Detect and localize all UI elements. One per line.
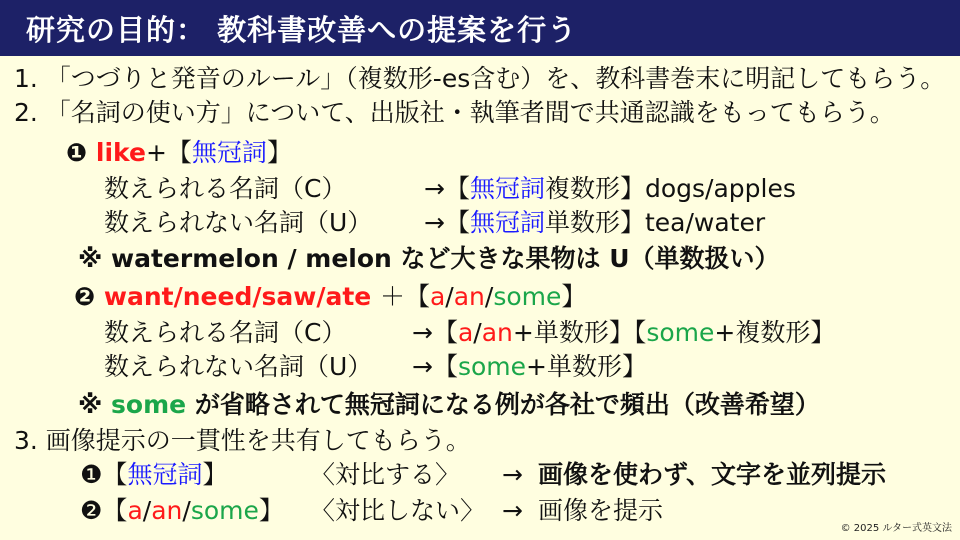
sec2-slash2: /	[484, 282, 494, 311]
sec2-count-rest: +複数形】	[714, 318, 836, 347]
sec2-a: a	[429, 282, 446, 311]
sec3-row2	[80, 496, 284, 526]
sec3-row2-lb: 【	[102, 496, 128, 525]
sec3-row2-contrast: 〈対比しない〉	[310, 496, 486, 525]
sec2-count-an: an	[481, 318, 513, 347]
sec2-some: some	[493, 282, 562, 311]
copyright: © 2025 ルター式英文法	[840, 523, 952, 534]
sec2-count-slash: /	[473, 318, 482, 347]
sec2-note-rest: が省略されて無冠詞になる例が各社で頻出（改善希望）	[194, 390, 820, 419]
sec2-rb: 】	[561, 282, 587, 311]
sec2-count-mid: +単数形】【	[512, 318, 647, 347]
sec3-row2-s2: /	[182, 496, 191, 525]
sec2-header	[74, 282, 586, 312]
sec1-uncountable-rule	[424, 208, 765, 238]
sec1-uncount-arrow: →【	[424, 208, 470, 237]
sec1-marker: ❶	[66, 138, 88, 167]
sec1-count-tag: 無冠詞	[469, 174, 545, 203]
sec1-uncount-rest: 単数形】tea/water	[544, 208, 766, 237]
sec3-row1	[80, 460, 227, 490]
sec3-row1-arrow: →	[502, 460, 523, 489]
sec3-row1-marker: ❶	[80, 460, 103, 489]
sec2-uncount-arrow: →【	[412, 352, 458, 381]
sec1-verb: like	[95, 138, 146, 167]
sec2-countable-rule	[412, 318, 835, 348]
sec1-rb: 】	[266, 138, 292, 167]
item-1: 1. 「つづりと発音のルール」（複数形-es含む）を、教科書巻末に明記してもらう。	[14, 64, 946, 93]
sec3-row2-arrow: →	[502, 496, 523, 525]
sec1-zero-article: 無冠詞	[191, 138, 267, 167]
sec2-uncountable-label: 数えられない名詞（U）	[104, 352, 373, 381]
sec3-row1-contrast: 〈対比する〉	[310, 460, 461, 489]
sec1-plus: +	[145, 138, 167, 167]
sec2-note	[78, 390, 820, 420]
sec3-row1-rb: 】	[202, 460, 228, 489]
page-title: 研究の目的： 教科書改善への提案を行う	[26, 12, 578, 47]
sec2-an: an	[453, 282, 485, 311]
sec2-count-some: some	[646, 318, 715, 347]
sec3-row2-an: an	[151, 496, 183, 525]
sec2-count-arrow: →【	[412, 318, 458, 347]
item-3: 3. 画像提示の一貫性を共有してもらう。	[14, 426, 471, 455]
sec1-uncount-tag: 無冠詞	[469, 208, 545, 237]
sec1-count-rest: 複数形】dogs/apples	[544, 174, 796, 203]
sec2-marker: ❷	[74, 282, 96, 311]
sec2-uncount-rest: +単数形】	[526, 352, 647, 381]
sec1-uncountable-label: 数えられない名詞（U）	[104, 208, 373, 237]
sec3-row2-some: some	[190, 496, 259, 525]
sec3-row1-tag: 無冠詞	[127, 460, 203, 489]
sec1-countable-rule	[424, 174, 796, 204]
sec3-row1-lb: 【	[102, 460, 128, 489]
sec3-row2-a: a	[127, 496, 143, 525]
sec2-plus: ＋【	[379, 282, 430, 311]
sec1-countable-label: 数えられる名詞（C）	[104, 174, 347, 203]
item-2: 2. 「名詞の使い方」について、出版社・執筆者間で共通認識をもってもらう。	[14, 98, 895, 127]
sec3-row2-marker: ❷	[80, 496, 103, 525]
sec2-count-a: a	[457, 318, 474, 347]
title-bar	[0, 0, 960, 56]
sec1-note: ※ watermelon / melon など大きな果物は U（単数扱い）	[78, 244, 780, 273]
sec3-row2-result: 画像を提示	[538, 496, 664, 525]
sec2-note-mark: ※	[78, 390, 103, 419]
sec2-uncountable-rule	[412, 352, 647, 382]
sec1-header	[66, 138, 292, 168]
sec3-row1-result: 画像を使わず、文字を並列提示	[538, 460, 887, 489]
sec1-count-arrow: →【	[424, 174, 470, 203]
sec2-countable-label: 数えられる名詞（C）	[104, 318, 347, 347]
sec1-lb: 【	[166, 138, 192, 167]
sec2-note-some: some	[111, 390, 187, 419]
sec2-uncount-some: some	[457, 352, 527, 381]
sec3-row2-s1: /	[142, 496, 152, 525]
sec3-row2-rb: 】	[258, 496, 284, 525]
sec2-slash1: /	[445, 282, 454, 311]
sec2-verbs: want/need/saw/ate	[103, 282, 372, 311]
